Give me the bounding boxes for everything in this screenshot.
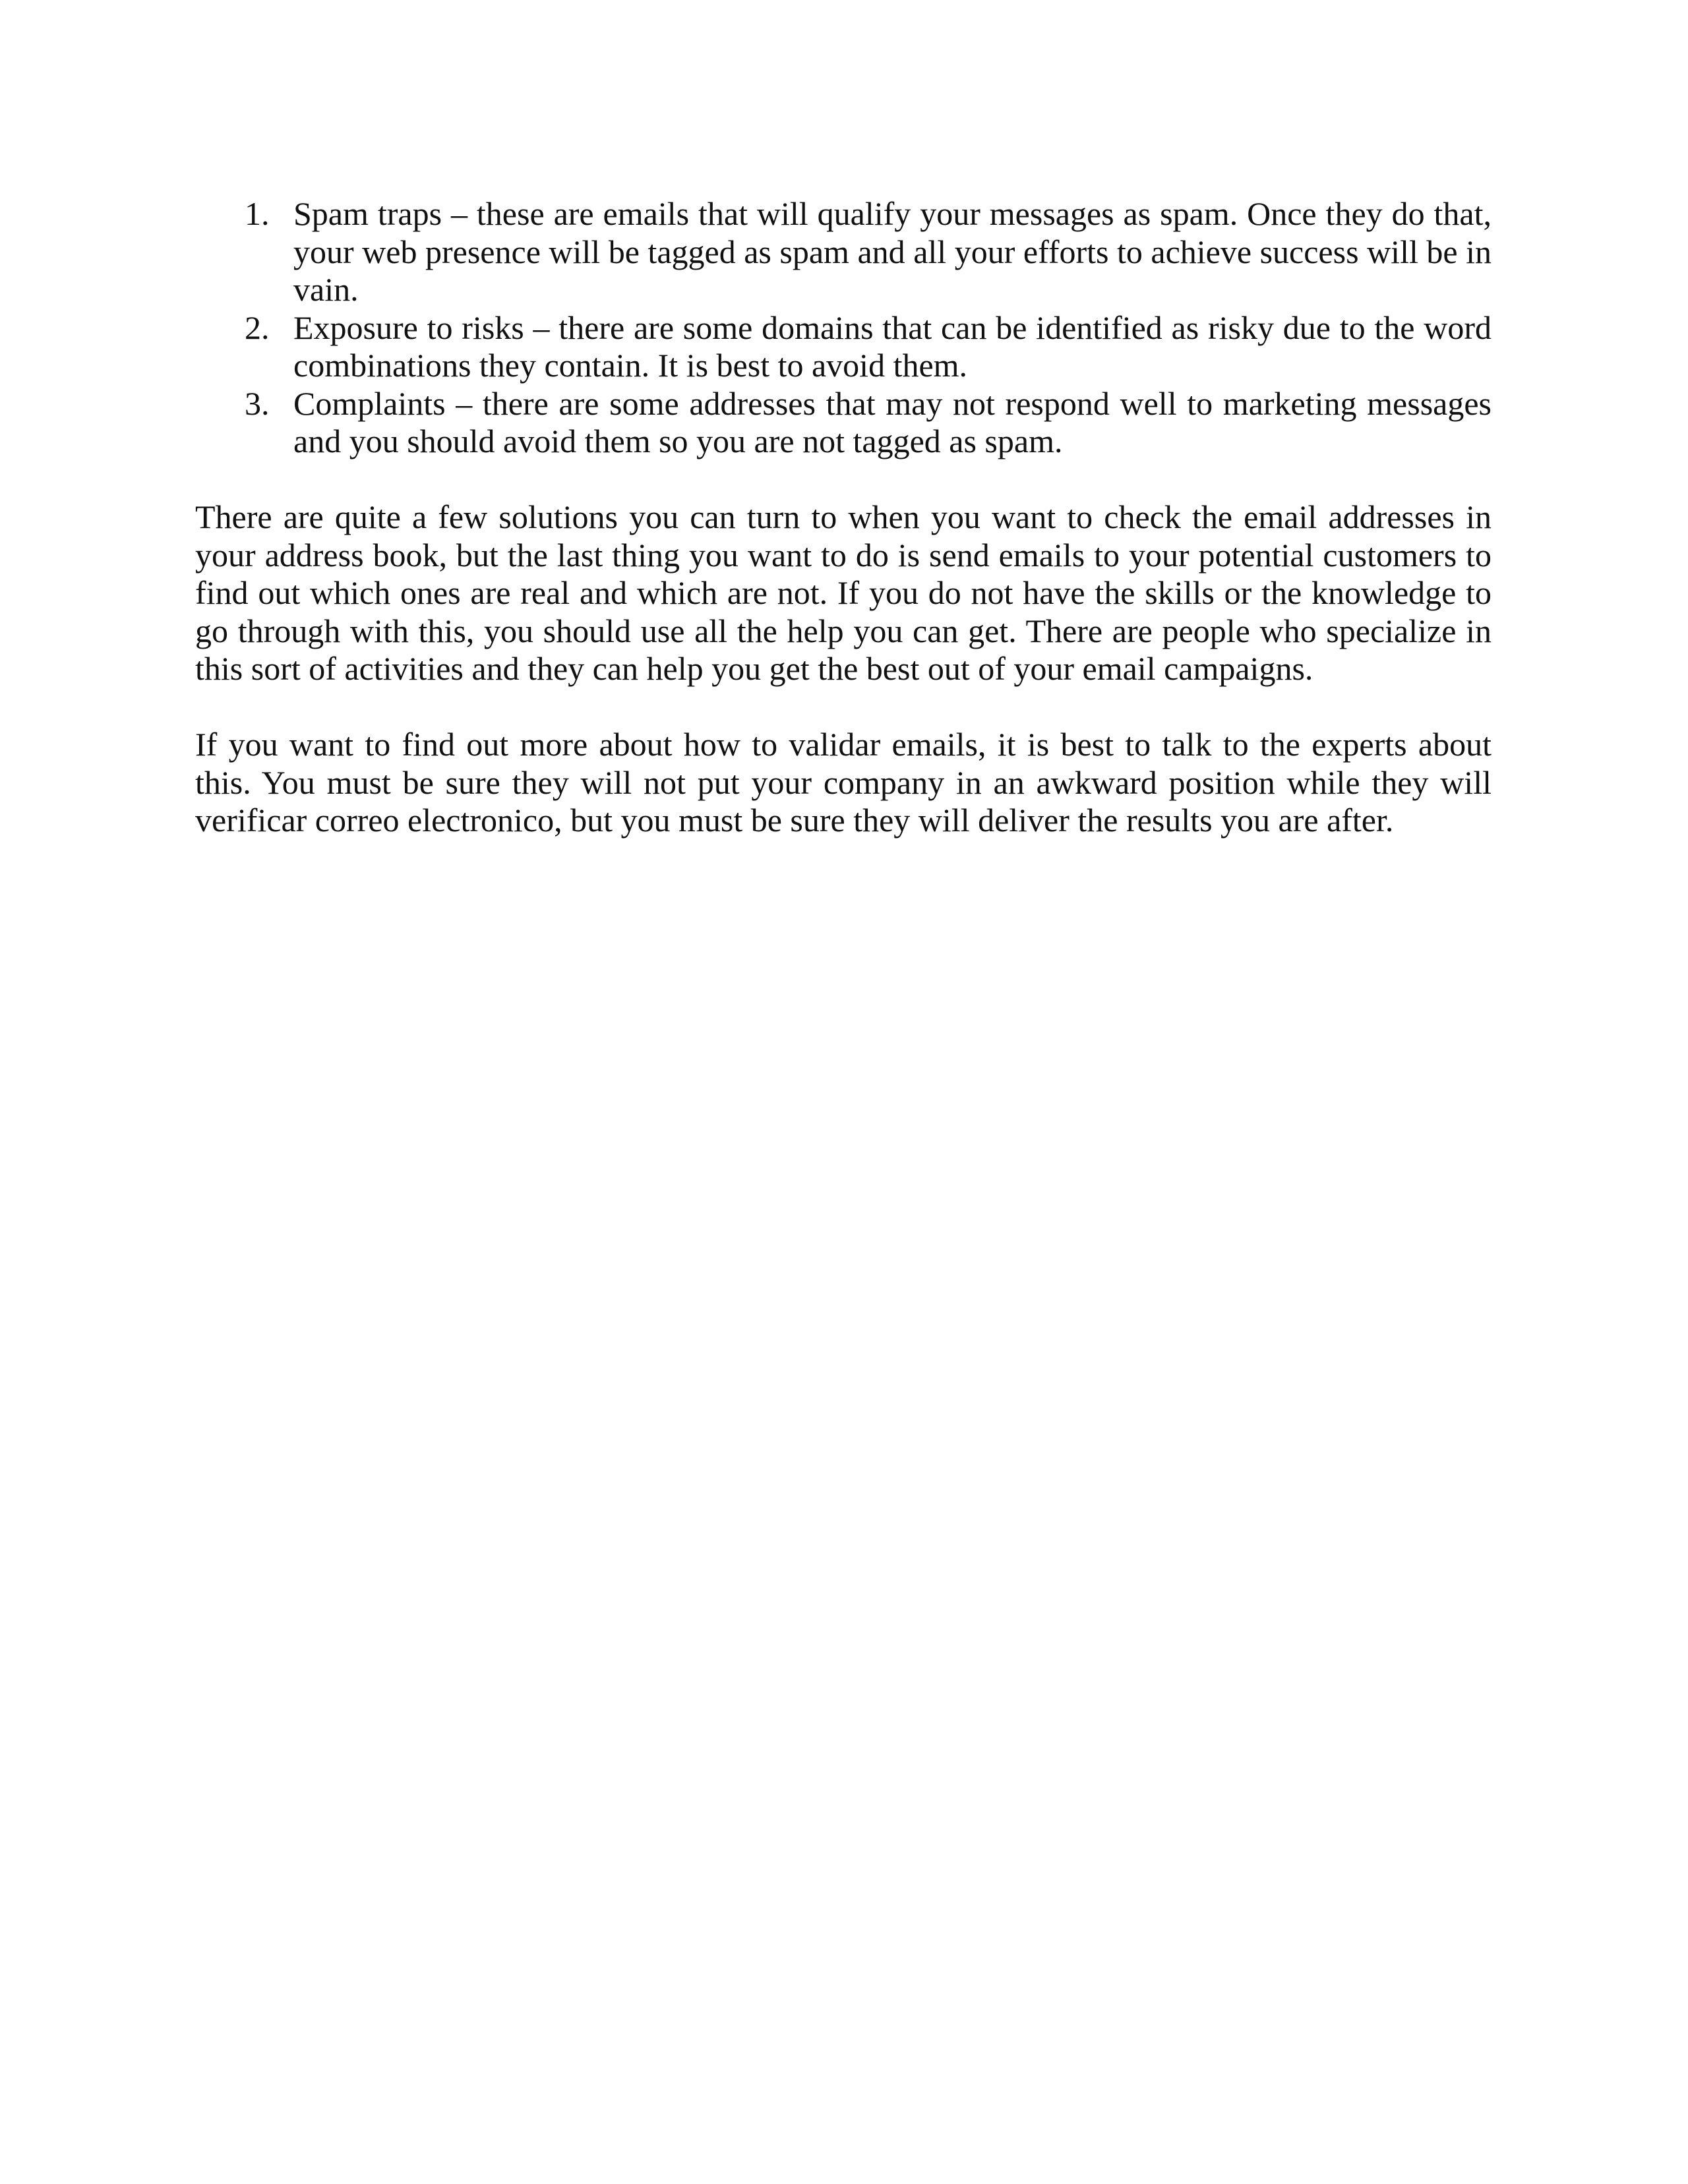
body-paragraph: If you want to find out more about how to validar emails, it is best to talk to the experts about this. You must be sure they will not put your company in an awkward position while they will verificar correo electronico, but you must be sure they will deliver the results you are after. [195, 726, 1492, 839]
list-item [195, 195, 1492, 309]
body-paragraph: There are quite a few solutions you can turn to when you want to check the email addresses in your address book, but the last thing you want to do is send emails to your potential customers to find out which ones are real and which are not. If you do not have the skills or the knowledge to go through with this, you should use all the help you can get. There are people who specialize in this sort of activities and they can help you get the best out of your email campaigns. [195, 498, 1492, 687]
list-item-text: Spam traps – these are emails that will qualify your messages as spam. Once they do that, your web presence will be tagged as spam and all your efforts to achieve success will be in vain. [293, 195, 1492, 308]
list-item-text: Exposure to risks – there are some domains that can be identified as risky due to the word combinations they contain. It is best to avoid them. [293, 309, 1492, 384]
document-body [195, 195, 1492, 840]
list-item [195, 385, 1492, 461]
numbered-list [195, 195, 1492, 461]
list-item-number: 1. [245, 195, 270, 232]
list-item-number: 2. [245, 309, 270, 346]
list-item [195, 309, 1492, 385]
list-item-text: Complaints – there are some addresses that may not respond well to marketing messages and you should avoid them so you are not tagged as spam. [293, 384, 1492, 459]
list-item-number: 3. [245, 384, 270, 422]
